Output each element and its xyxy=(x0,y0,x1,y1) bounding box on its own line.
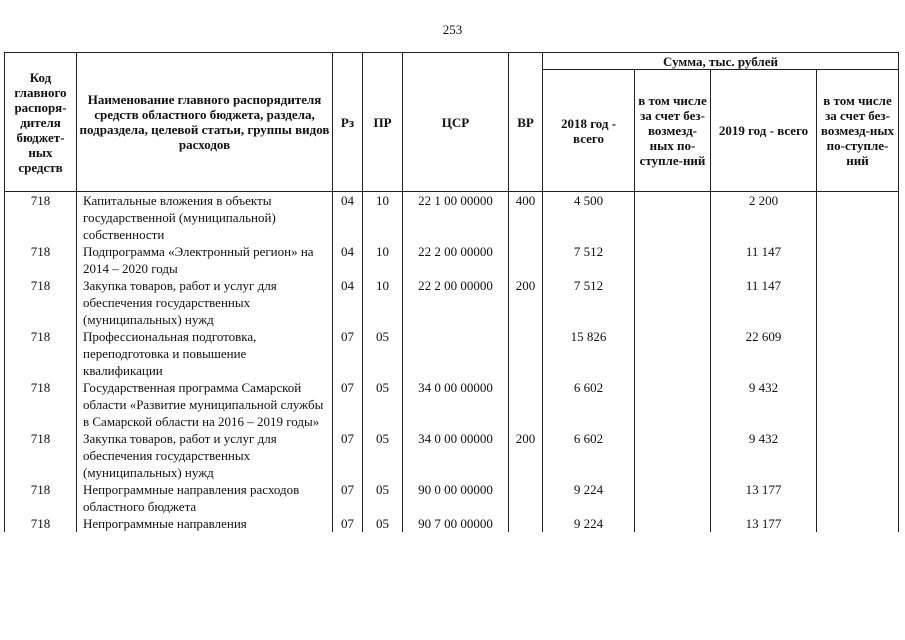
cell-name: Непрограммные направления расходов областного бюджета xyxy=(77,481,333,515)
cell-2019-free xyxy=(817,243,899,277)
header-code: Код главного распоря-дителя бюджет-ных средств xyxy=(5,53,77,192)
table-row xyxy=(5,515,899,532)
cell-csr: 22 1 00 00000 xyxy=(403,192,509,244)
cell-2018-total: 9 224 xyxy=(543,481,635,515)
cell-code: 718 xyxy=(5,379,77,430)
table-row xyxy=(5,192,899,244)
cell-name: Подпрограмма «Электронный регион» на 2014 – 2020 годы xyxy=(77,243,333,277)
header-csr: ЦСР xyxy=(403,53,509,192)
cell-csr xyxy=(403,328,509,379)
cell-2018-total: 15 826 xyxy=(543,328,635,379)
cell-vr: 400 xyxy=(509,192,543,244)
cell-rz: 04 xyxy=(333,192,363,244)
cell-vr xyxy=(509,243,543,277)
cell-2018-total: 6 602 xyxy=(543,379,635,430)
cell-vr xyxy=(509,481,543,515)
cell-2018-total: 7 512 xyxy=(543,277,635,328)
cell-vr: 200 xyxy=(509,430,543,481)
cell-csr: 90 7 00 00000 xyxy=(403,515,509,532)
cell-pr: 05 xyxy=(363,379,403,430)
cell-code: 718 xyxy=(5,192,77,244)
cell-2018-total: 4 500 xyxy=(543,192,635,244)
cell-rz: 07 xyxy=(333,430,363,481)
cell-code: 718 xyxy=(5,277,77,328)
cell-csr: 90 0 00 00000 xyxy=(403,481,509,515)
cell-code: 718 xyxy=(5,515,77,532)
cell-2019-total: 2 200 xyxy=(711,192,817,244)
cell-pr: 10 xyxy=(363,192,403,244)
cell-2019-free xyxy=(817,192,899,244)
cell-csr: 34 0 00 00000 xyxy=(403,379,509,430)
cell-rz: 04 xyxy=(333,243,363,277)
cell-2018-free xyxy=(635,515,711,532)
cell-pr: 10 xyxy=(363,277,403,328)
cell-2019-total: 13 177 xyxy=(711,481,817,515)
cell-2019-total: 13 177 xyxy=(711,515,817,532)
cell-pr: 05 xyxy=(363,328,403,379)
cell-2019-free xyxy=(817,515,899,532)
table-row xyxy=(5,277,899,328)
cell-2018-free xyxy=(635,328,711,379)
cell-code: 718 xyxy=(5,243,77,277)
header-2019-total: 2019 год - всего xyxy=(711,70,817,192)
cell-name: Профессиональная подготовка, переподготовка и повышение квалификации xyxy=(77,328,333,379)
cell-2018-free xyxy=(635,243,711,277)
page-number: 253 xyxy=(442,22,463,37)
table-row xyxy=(5,379,899,430)
header-2019-free: в том числе за счет без-возмезд-ных по-ступле-ний xyxy=(817,70,899,192)
cell-name: Закупка товаров, работ и услуг для обеспечения государственных (муниципальных) нужд xyxy=(77,277,333,328)
cell-2019-free xyxy=(817,379,899,430)
cell-2018-total: 7 512 xyxy=(543,243,635,277)
cell-2019-total: 9 432 xyxy=(711,430,817,481)
cell-pr: 05 xyxy=(363,430,403,481)
cell-rz: 07 xyxy=(333,328,363,379)
header-name: Наименование главного распорядителя средств областного бюджета, раздела, подраздела, целевой статьи, группы видов расходов xyxy=(77,53,333,192)
cell-rz: 07 xyxy=(333,481,363,515)
cell-vr xyxy=(509,515,543,532)
cell-csr: 34 0 00 00000 xyxy=(403,430,509,481)
table-row xyxy=(5,243,899,277)
cell-2018-free xyxy=(635,481,711,515)
cell-code: 718 xyxy=(5,481,77,515)
cell-vr xyxy=(509,328,543,379)
cell-csr: 22 2 00 00000 xyxy=(403,277,509,328)
cell-vr xyxy=(509,379,543,430)
cell-2018-free xyxy=(635,277,711,328)
table-row xyxy=(5,481,899,515)
cell-2019-free xyxy=(817,328,899,379)
cell-2019-free xyxy=(817,277,899,328)
cell-name: Непрограммные направления xyxy=(77,515,333,532)
cell-name: Государственная программа Самарской области «Развитие муниципальной службы в Самарской области на 2016 – 2019 годы» xyxy=(77,379,333,430)
header-2018-total: 2018 год - всего xyxy=(543,70,635,192)
cell-name: Капитальные вложения в объекты государственной (муниципальной) собственности xyxy=(77,192,333,244)
cell-2019-total: 9 432 xyxy=(711,379,817,430)
cell-2018-total: 6 602 xyxy=(543,430,635,481)
cell-2019-free xyxy=(817,481,899,515)
cell-rz: 04 xyxy=(333,277,363,328)
cell-rz: 07 xyxy=(333,515,363,532)
cell-code: 718 xyxy=(5,328,77,379)
cell-code: 718 xyxy=(5,430,77,481)
cell-2019-total: 22 609 xyxy=(711,328,817,379)
cell-2018-free xyxy=(635,192,711,244)
cell-vr: 200 xyxy=(509,277,543,328)
cell-pr: 05 xyxy=(363,481,403,515)
cell-csr: 22 2 00 00000 xyxy=(403,243,509,277)
cell-2019-total: 11 147 xyxy=(711,277,817,328)
header-sum-group: Сумма, тыс. рублей xyxy=(543,53,899,70)
cell-2018-total: 9 224 xyxy=(543,515,635,532)
header-2018-free: в том числе за счет без-возмезд-ных по-ступле-ний xyxy=(635,70,711,192)
header-pr: ПР xyxy=(363,53,403,192)
table-row xyxy=(5,328,899,379)
cell-2018-free xyxy=(635,379,711,430)
cell-name: Закупка товаров, работ и услуг для обеспечения государственных (муниципальных) нужд xyxy=(77,430,333,481)
cell-2019-total: 11 147 xyxy=(711,243,817,277)
header-rz: Рз xyxy=(333,53,363,192)
cell-pr: 05 xyxy=(363,515,403,532)
cell-pr: 10 xyxy=(363,243,403,277)
cell-2019-free xyxy=(817,430,899,481)
table-row xyxy=(5,430,899,481)
budget-table xyxy=(4,52,899,532)
cell-rz: 07 xyxy=(333,379,363,430)
cell-2018-free xyxy=(635,430,711,481)
header-vr: ВР xyxy=(509,53,543,192)
